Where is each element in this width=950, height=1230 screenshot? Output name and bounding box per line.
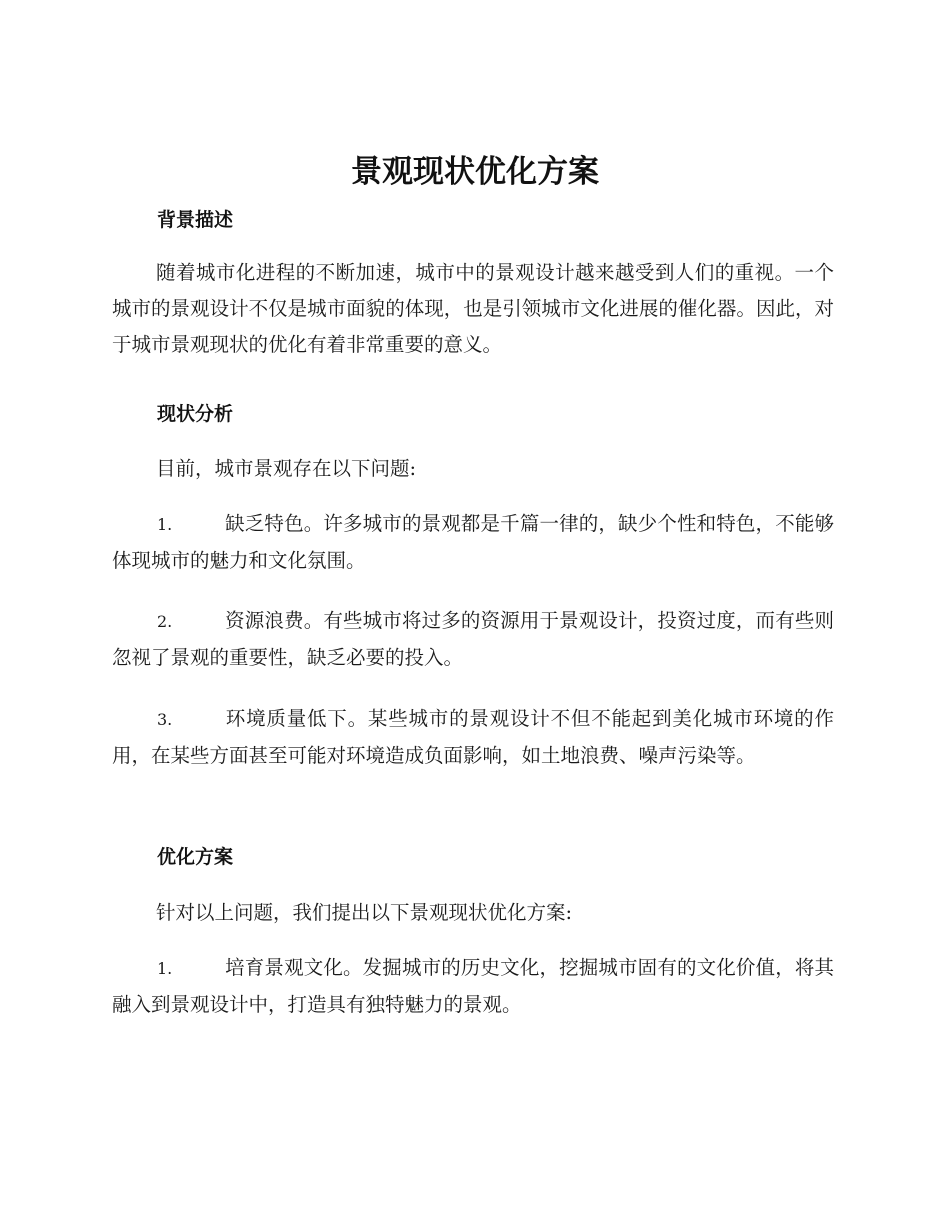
item-number: 3. (157, 710, 173, 729)
item-number: 1. (157, 515, 173, 534)
item-number: 2. (157, 612, 173, 631)
analysis-item (112, 701, 834, 774)
document-title: 景观现状优化方案 (351, 154, 599, 190)
background-paragraph: 随着城市化进程的不断加速，城市中的景观设计越来越受到人们的重视。一个城市的景观设计不仅是城市面貌的体现，也是引领城市文化进展的催化器。因此，对于城市景观现状的优化有着非常重要的意义。 (112, 261, 834, 356)
item-text: 资源浪费。有些城市将过多的资源用于景观设计，投资过度，而有些则忽视了景观的重要性，缺乏必要的投入。 (112, 609, 834, 669)
item-text: 环境质量低下。某些城市的景观设计不但不能起到美化城市环境的作用，在某些方面甚至可能对环境造成负面影响，如土地浪费、噪声污染等。 (112, 707, 834, 767)
item-number: 1. (157, 959, 173, 978)
analysis-item (112, 506, 834, 579)
analysis-intro: 目前，城市景观存在以下问题: (156, 457, 417, 480)
solution-intro: 针对以上问题，我们提出以下景观现状优化方案: (156, 901, 573, 924)
section-heading-solution: 优化方案 (157, 846, 234, 868)
analysis-item (112, 603, 834, 676)
section-heading-background: 背景描述 (157, 209, 234, 231)
solution-item (112, 950, 834, 1023)
section-heading-analysis: 现状分析 (157, 403, 234, 425)
item-text: 培育景观文化。发掘城市的历史文化，挖掘城市固有的文化价值，将其融入到景观设计中，打造具有独特魅力的景观。 (112, 956, 834, 1016)
item-text: 缺乏特色。许多城市的景观都是千篇一律的，缺少个性和特色，不能够体现城市的魅力和文化氛围。 (112, 512, 834, 572)
